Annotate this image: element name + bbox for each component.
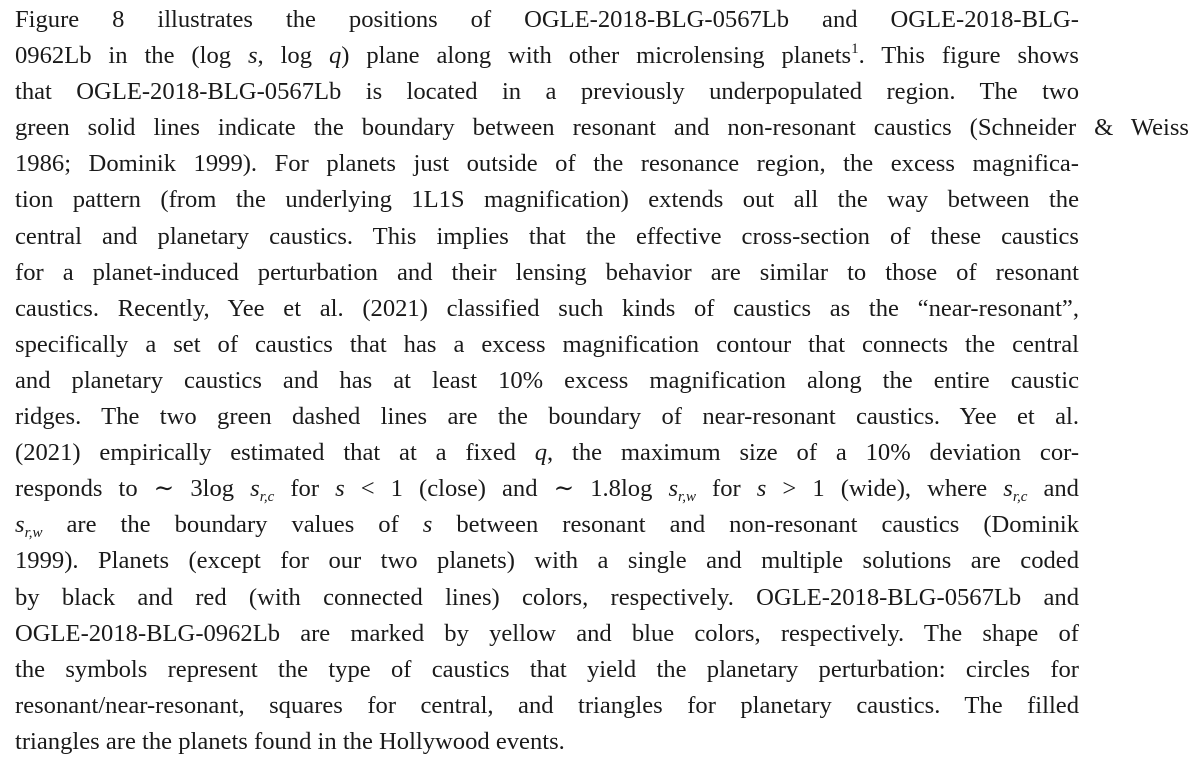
math-variable: s — [247, 42, 258, 70]
text-line — [15, 110, 1189, 146]
text-run: ) plane along with other microlensing planets — [341, 42, 852, 70]
text-run: for a planet-induced perturbation and their lensing behavior are similar to those of resonant — [15, 258, 1079, 286]
text-run: responds to ∼ 3log — [15, 475, 251, 503]
text-run: for — [274, 475, 336, 503]
text-line — [15, 616, 1079, 652]
math-subscript: r,w — [678, 489, 696, 506]
text-run: by black and red (with connected lines) colors, respectively. OGLE-2018-BLG-0567Lb and — [15, 583, 1079, 611]
text-run: (2021) empirically estimated that at a fixed — [15, 439, 535, 467]
text-run: < 1 (close) and ∼ 1.8log — [344, 475, 669, 503]
text-run: caustics. Recently, Yee et al. (2021) classified such kinds of caustics as the “near-resonant”, — [15, 294, 1079, 322]
text-line — [15, 255, 1079, 291]
text-run: , the maximum size of a 10% deviation cor- — [547, 439, 1080, 467]
body-paragraph — [15, 2, 1189, 760]
text-line — [15, 688, 1079, 724]
math-variable: q — [534, 439, 548, 467]
text-line — [15, 146, 1079, 182]
text-run: and planetary caustics and has at least 10% excess magnification along the entire caustic — [15, 366, 1079, 394]
text-line — [15, 652, 1079, 688]
text-line — [15, 219, 1079, 255]
text-run: green solid lines indicate the boundary between resonant and non-resonant caustics (Schneider & Weiss — [15, 114, 1189, 142]
text-line — [15, 363, 1079, 399]
math-variable: s — [335, 475, 345, 503]
text-line — [15, 471, 1079, 507]
text-run: 1986; Dominik 1999). For planets just outside of the resonance region, the excess magnifica- — [15, 150, 1079, 178]
text-run: triangles are the planets found in the Hollywood events. — [15, 727, 565, 755]
math-variable: s — [756, 475, 767, 503]
math-variable: s — [422, 511, 433, 539]
text-line — [15, 327, 1079, 363]
math-variable: s — [250, 475, 260, 503]
text-line — [15, 74, 1079, 110]
text-run: 1999). Planets (except for our two planets) with a single and multiple solutions are coded — [15, 547, 1079, 575]
text-line — [15, 38, 1079, 74]
text-run: > 1 (wide), where — [766, 475, 1004, 503]
text-run: ridges. The two green dashed lines are the boundary of near-resonant caustics. Yee et al. — [15, 403, 1079, 431]
math-variable: q — [328, 42, 342, 70]
math-subscript: r,w — [24, 525, 43, 542]
text-run: 0962Lb in the (log — [15, 42, 248, 70]
math-variable: s — [668, 475, 679, 503]
text-run: for — [695, 475, 757, 503]
text-run: are the boundary values of — [42, 511, 423, 539]
text-run: Figure 8 illustrates the positions of OGLE-2018-BLG-0567Lb and OGLE-2018-BLG- — [15, 6, 1079, 33]
math-variable: s — [15, 511, 25, 539]
text-run: the symbols represent the type of caustics that yield the planetary perturbation: circles for — [15, 655, 1079, 683]
text-run: that OGLE-2018-BLG-0567Lb is located in a previously underpopulated region. The two — [15, 78, 1079, 106]
text-line — [15, 724, 1079, 760]
text-line — [15, 580, 1079, 616]
text-run: OGLE-2018-BLG-0962Lb are marked by yellow and blue colors, respectively. The shape of — [15, 619, 1079, 647]
text-run: resonant/near-resonant, squares for central, and triangles for planetary caustics. The filled — [15, 691, 1079, 719]
text-run: specifically a set of caustics that has a excess magnification contour that connects the central — [15, 330, 1079, 358]
text-run: . This figure shows — [858, 42, 1080, 70]
text-line — [15, 507, 1079, 543]
text-line — [15, 399, 1079, 435]
math-subscript: r,c — [1012, 489, 1028, 506]
text-run: between resonant and non-resonant caustics (Dominik — [432, 511, 1079, 539]
text-line — [15, 182, 1079, 218]
text-run: central and planetary caustics. This implies that the effective cross-section of these caustics — [15, 222, 1079, 250]
text-line — [15, 2, 1079, 38]
text-run: and — [1027, 475, 1079, 503]
text-run: , log — [257, 42, 329, 70]
math-variable: s — [1003, 475, 1013, 503]
text-run: tion pattern (from the underlying 1L1S magnification) extends out all the way between the — [15, 186, 1079, 214]
text-line — [15, 291, 1079, 327]
text-line — [15, 543, 1079, 579]
math-subscript: r,c — [259, 489, 275, 506]
footnote-marker: 1 — [851, 41, 859, 58]
text-line — [15, 435, 1079, 471]
